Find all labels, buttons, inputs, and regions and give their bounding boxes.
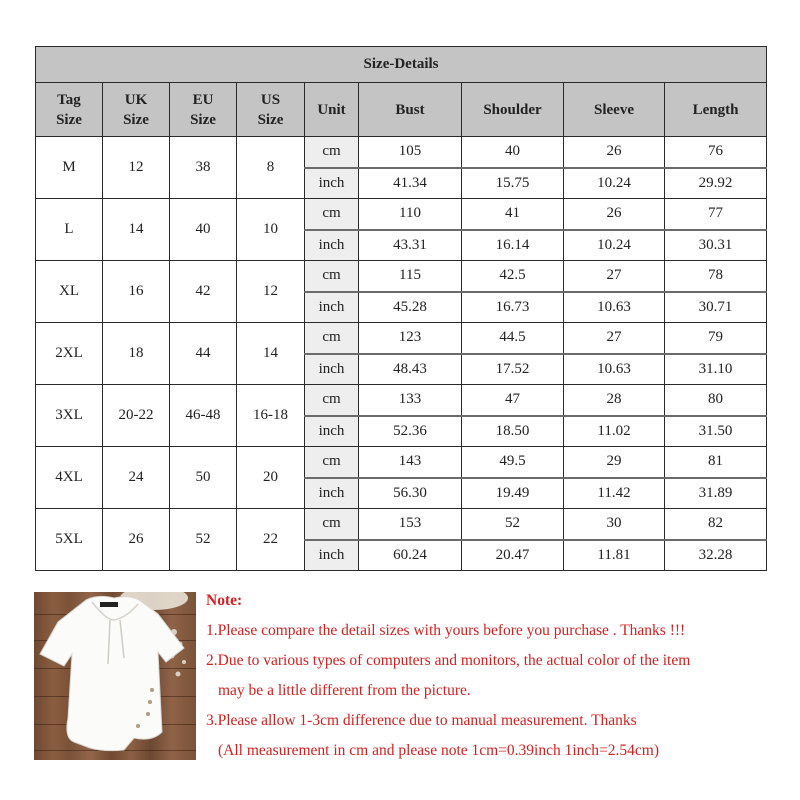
cell-bust: 110 (359, 199, 462, 230)
cell-shoulder: 18.50 (462, 416, 564, 447)
cell-length: 76 (665, 137, 767, 168)
cell-eu-size: 52 (170, 509, 237, 571)
note-line-3-cont: (All measurement in cm and please note 1cm=0.39inch 1inch=2.54cm) (218, 742, 660, 759)
header-unit: Unit (305, 83, 359, 137)
cell-sleeve: 10.63 (564, 292, 665, 323)
cell-unit: inch (305, 354, 359, 385)
notes-section (34, 592, 774, 772)
table-row (36, 261, 767, 292)
cell-length: 81 (665, 447, 767, 478)
cell-sleeve: 26 (564, 199, 665, 230)
header-row (36, 83, 767, 137)
cell-length: 30.31 (665, 230, 767, 261)
header-sleeve: Sleeve (564, 83, 665, 137)
cell-sleeve: 11.02 (564, 416, 665, 447)
cell-unit: cm (305, 199, 359, 230)
cell-unit: inch (305, 416, 359, 447)
table-row (36, 137, 767, 168)
notes-heading: Note: (206, 592, 243, 609)
header-bust: Bust (359, 83, 462, 137)
cell-shoulder: 19.49 (462, 478, 564, 509)
cell-length: 77 (665, 199, 767, 230)
cell-unit: cm (305, 261, 359, 292)
cell-us-size: 16-18 (237, 385, 305, 447)
header-us-size: US Size (237, 83, 305, 137)
note-line-1: 1.Please compare the detail sizes with yours before you purchase . Thanks !!! (206, 622, 686, 639)
note-line-2-cont: may be a little different from the picture. (218, 682, 471, 699)
cell-eu-size: 42 (170, 261, 237, 323)
product-photo (34, 592, 196, 760)
cell-unit: inch (305, 230, 359, 261)
cell-length: 31.50 (665, 416, 767, 447)
cell-us-size: 20 (237, 447, 305, 509)
cell-shoulder: 47 (462, 385, 564, 416)
cell-length: 29.92 (665, 168, 767, 199)
cell-tag-size: XL (36, 261, 103, 323)
header-tag-size: Tag Size (36, 83, 103, 137)
cell-sleeve: 27 (564, 261, 665, 292)
cell-tag-size: 2XL (36, 323, 103, 385)
header-eu-size: EU Size (170, 83, 237, 137)
cell-unit: inch (305, 168, 359, 199)
cell-sleeve: 30 (564, 509, 665, 540)
table-row (36, 385, 767, 416)
cell-sleeve: 10.63 (564, 354, 665, 385)
cell-length: 32.28 (665, 540, 767, 571)
cell-shoulder: 20.47 (462, 540, 564, 571)
cell-tag-size: 5XL (36, 509, 103, 571)
title-row (36, 47, 767, 83)
size-chart-table (35, 46, 767, 571)
cell-length: 78 (665, 261, 767, 292)
cell-eu-size: 50 (170, 447, 237, 509)
cell-bust: 115 (359, 261, 462, 292)
cell-unit: cm (305, 447, 359, 478)
cell-length: 80 (665, 385, 767, 416)
cell-shoulder: 16.73 (462, 292, 564, 323)
cell-unit: cm (305, 137, 359, 168)
cell-us-size: 8 (237, 137, 305, 199)
cell-sleeve: 10.24 (564, 168, 665, 199)
cell-bust: 41.34 (359, 168, 462, 199)
cell-eu-size: 44 (170, 323, 237, 385)
cell-length: 31.10 (665, 354, 767, 385)
cell-bust: 45.28 (359, 292, 462, 323)
cell-sleeve: 11.81 (564, 540, 665, 571)
cell-shoulder: 41 (462, 199, 564, 230)
cell-shoulder: 16.14 (462, 230, 564, 261)
cell-shoulder: 44.5 (462, 323, 564, 354)
table-row (36, 447, 767, 478)
cell-bust: 48.43 (359, 354, 462, 385)
cell-uk-size: 12 (103, 137, 170, 199)
cell-unit: cm (305, 509, 359, 540)
cell-unit: cm (305, 385, 359, 416)
cell-tag-size: 4XL (36, 447, 103, 509)
note-line-2: 2.Due to various types of computers and monitors, the actual color of the item (206, 652, 691, 669)
cell-bust: 43.31 (359, 230, 462, 261)
cell-eu-size: 46-48 (170, 385, 237, 447)
cell-eu-size: 38 (170, 137, 237, 199)
cell-uk-size: 24 (103, 447, 170, 509)
cell-bust: 133 (359, 385, 462, 416)
cell-bust: 143 (359, 447, 462, 478)
cell-tag-size: L (36, 199, 103, 261)
cell-uk-size: 20-22 (103, 385, 170, 447)
cell-bust: 153 (359, 509, 462, 540)
cell-bust: 56.30 (359, 478, 462, 509)
note-line-3: 3.Please allow 1-3cm difference due to manual measurement. Thanks (206, 712, 637, 729)
cell-uk-size: 18 (103, 323, 170, 385)
cell-bust: 105 (359, 137, 462, 168)
cell-shoulder: 49.5 (462, 447, 564, 478)
cell-uk-size: 14 (103, 199, 170, 261)
cell-eu-size: 40 (170, 199, 237, 261)
cell-unit: inch (305, 540, 359, 571)
table-row (36, 199, 767, 230)
cell-sleeve: 10.24 (564, 230, 665, 261)
cell-us-size: 22 (237, 509, 305, 571)
cell-shoulder: 40 (462, 137, 564, 168)
table-row (36, 323, 767, 354)
size-rows (36, 137, 767, 571)
table-title: Size-Details (36, 47, 767, 83)
cell-unit: cm (305, 323, 359, 354)
cell-uk-size: 26 (103, 509, 170, 571)
cell-sleeve: 11.42 (564, 478, 665, 509)
cell-us-size: 12 (237, 261, 305, 323)
cell-uk-size: 16 (103, 261, 170, 323)
header-shoulder: Shoulder (462, 83, 564, 137)
cell-bust: 52.36 (359, 416, 462, 447)
cell-length: 30.71 (665, 292, 767, 323)
cell-shoulder: 52 (462, 509, 564, 540)
cell-tag-size: 3XL (36, 385, 103, 447)
cell-us-size: 10 (237, 199, 305, 261)
cell-length: 31.89 (665, 478, 767, 509)
cell-sleeve: 26 (564, 137, 665, 168)
cell-length: 82 (665, 509, 767, 540)
shirt-icon (34, 592, 196, 760)
cell-shoulder: 42.5 (462, 261, 564, 292)
cell-unit: inch (305, 292, 359, 323)
cell-bust: 60.24 (359, 540, 462, 571)
cell-sleeve: 28 (564, 385, 665, 416)
header-uk-size: UK Size (103, 83, 170, 137)
cell-unit: inch (305, 478, 359, 509)
cell-shoulder: 17.52 (462, 354, 564, 385)
cell-shoulder: 15.75 (462, 168, 564, 199)
cell-bust: 123 (359, 323, 462, 354)
cell-tag-size: M (36, 137, 103, 199)
cell-length: 79 (665, 323, 767, 354)
cell-sleeve: 27 (564, 323, 665, 354)
cell-us-size: 14 (237, 323, 305, 385)
cell-sleeve: 29 (564, 447, 665, 478)
header-length: Length (665, 83, 767, 137)
table-row (36, 509, 767, 540)
